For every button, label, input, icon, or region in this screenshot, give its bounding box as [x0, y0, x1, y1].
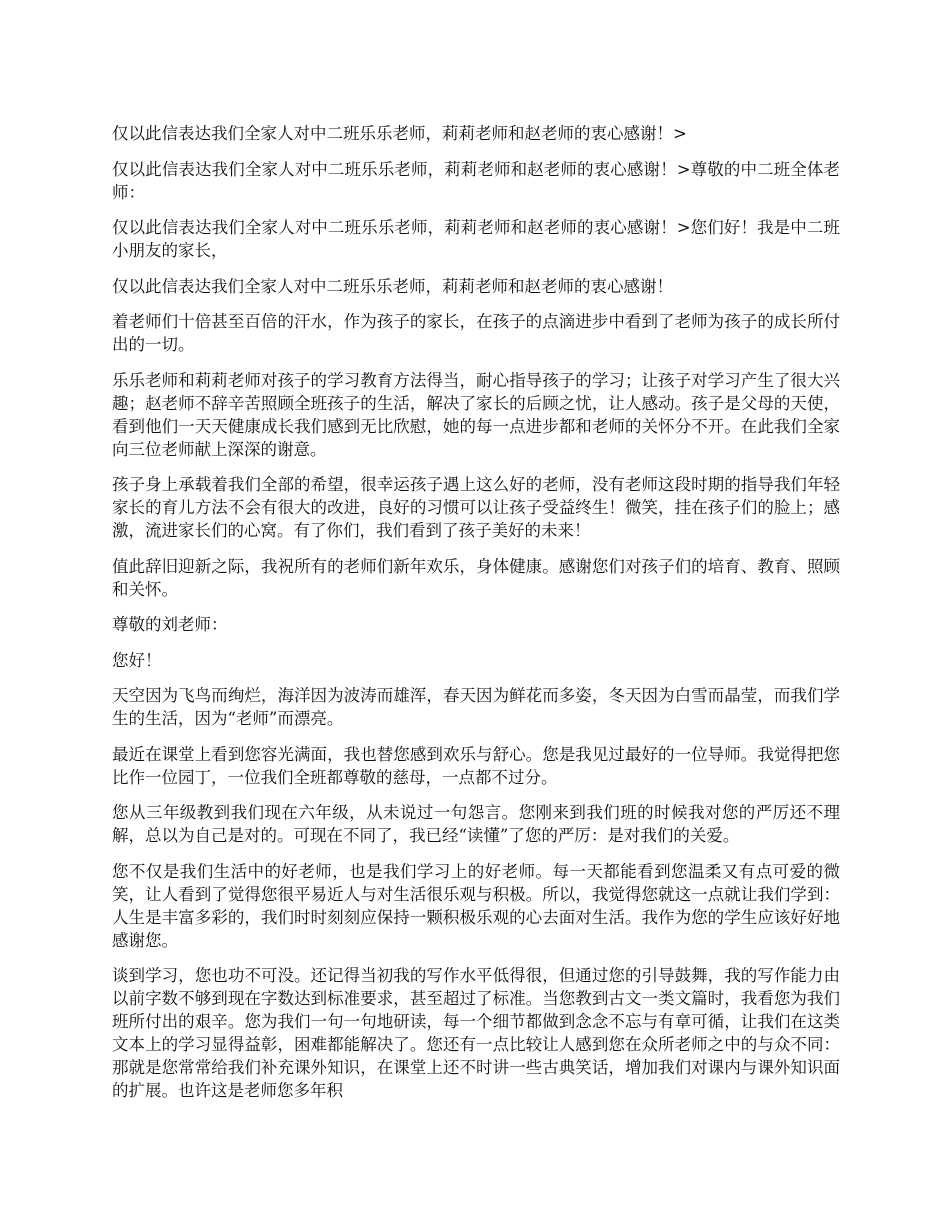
- paragraph-8: 值此辞旧迎新之际，我祝所有的老师们新年欢乐，身体健康。感谢您们对孩子们的培育、教育、照顾和关怀。: [112, 556, 840, 599]
- paragraph-4: 仅以此信表达我们全家人对中二班乐乐老师，莉莉老师和赵老师的衷心感谢！: [112, 276, 673, 296]
- paragraph-6: 乐乐老师和莉莉老师对孩子的学习教育方法得当，耐心指导孩子的学习；让孩子对学习产生了很大兴趣；赵老师不辞辛苦照顾全班孩子的生活，解决了家长的后顾之忧，让人感动。孩子是父母的天使，看到他们一天天健康成长我们感到无比欣慰，她的每一点进步都和老师的关怀分不开。在此我们全家向三位老师献上深深的谢意。: [112, 370, 840, 459]
- paragraph-5: 着老师们十倍甚至百倍的汗水，作为孩子的家长，在孩子的点滴进步中看到了老师为孩子的成长所付出的一切。: [112, 312, 840, 354]
- paragraph-12: 最近在课堂上看到您容光满面，我也替您感到欢乐与舒心。您是我见过最好的一位导师。我觉得把您比作一位园丁，一位我们全班都尊敬的慈母，一点都不过分。: [112, 744, 840, 787]
- paragraph-15: 谈到学习，您也功不可没。还记得当初我的写作水平低得很，但通过您的引导鼓舞，我的写作能力由以前字数不够到现在字数达到标准要求，甚至超过了标准。当您教到古文一类文篇时，我看您为我们班所付出的艰辛。您为我们一句一句地研读，每一个细节都做到念念不忘与有章可循，让我们在这类文本上的学习显得益彰，困难都能解决了。您还有一点比较让人感到您在众所老师之中的与众不同：那就是您常常给我们补充课外知识，在课堂上还不时讲一些古典笑话，增加我们对课内与课外知识面的扩展。也许这是老师您多年积: [112, 966, 840, 1100]
- paragraph-14: 您不仅是我们生活中的好老师，也是我们学习上的好老师。每一天都能看到您温柔又有点可爱的微笑，让人看到了觉得您很平易近人与对生活很乐观与积极。所以，我觉得您就这一点就让我们学到：人生是丰富多彩的，我们时时刻刻应保持一颗积极乐观的心去面对生活。我作为您的学生应该好好地感谢您。: [112, 861, 840, 950]
- paragraph-7: 孩子身上承载着我们全部的希望，很幸运孩子遇上这么好的老师，没有老师这段时期的指导我们年轻家长的育儿方法不会有很大的改进，良好的习惯可以让孩子受益终生！微笑，挂在孩子们的脸上；感激，流进家长们的心窝。有了你们，我们看到了孩子美好的未来！: [112, 475, 840, 540]
- paragraph-1: 仅以此信表达我们全家人对中二班乐乐老师，莉莉老师和赵老师的衷心感谢！>: [112, 124, 687, 143]
- salutation: 尊敬的刘老师：: [112, 615, 228, 634]
- paragraph-2: 仅以此信表达我们全家人对中二班乐乐老师，莉莉老师和赵老师的衷心感谢！>尊敬的中二班全体老师：: [112, 159, 840, 202]
- paragraph-3: 仅以此信表达我们全家人对中二班乐乐老师，莉莉老师和赵老师的衷心感谢！>您们好！我是中二班小朋友的家长，: [112, 218, 840, 260]
- greeting: 您好！: [112, 650, 162, 670]
- document-body: [112, 122, 840, 1115]
- paragraph-13: 您从三年级教到我们现在六年级，从未说过一句怨言。您刚来到我们班的时候我对您的严厉还不理解，总以为自己是对的。可现在不同了，我已经“读懂”了您的严厉：是对我们的关爱。: [112, 803, 840, 845]
- paragraph-11: 天空因为飞鸟而绚烂，海洋因为波涛而雄浑，春天因为鲜花而多姿，冬天因为白雪而晶莹，而我们学生的生活，因为“老师”而漂亮。: [112, 686, 840, 728]
